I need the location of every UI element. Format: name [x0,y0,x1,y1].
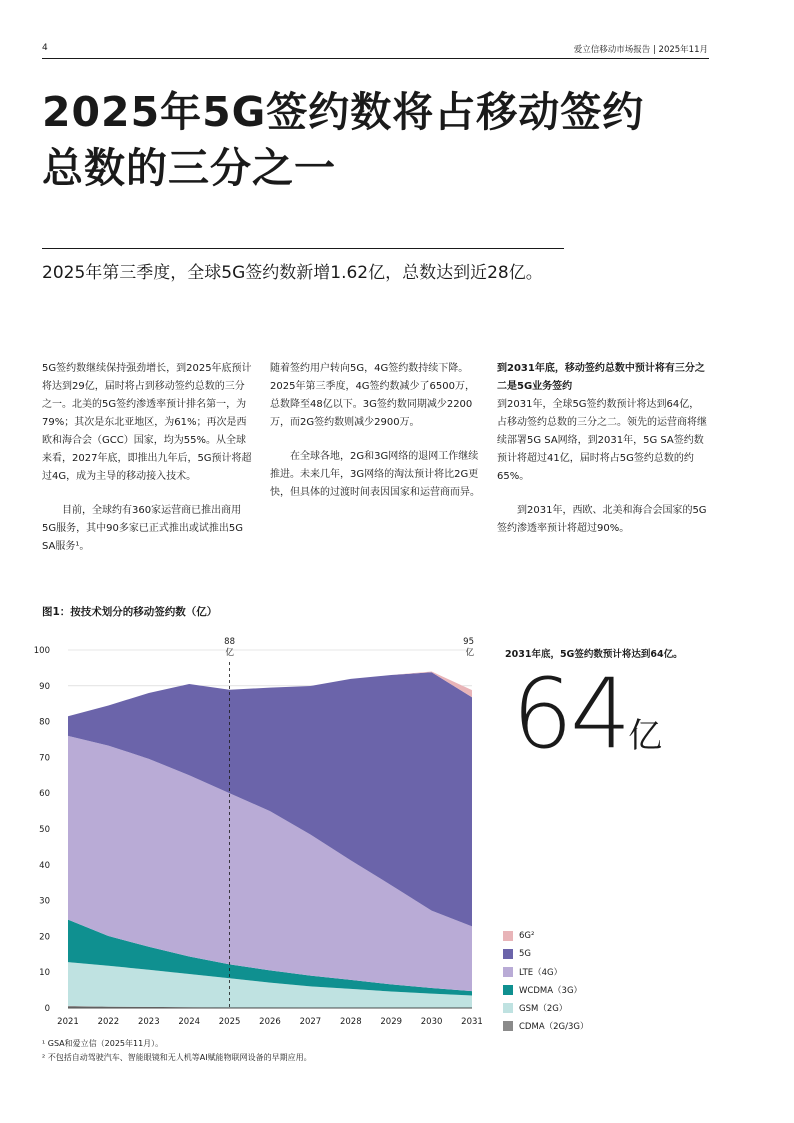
callout-text: 2031年底，5G签约数预计将达到64亿。 [505,649,683,660]
annotation-value: 88 [224,637,236,647]
col3-heading: 到2031年底，移动签约总数中预计将有三分之二是5G业务签约 [497,363,705,392]
y-tick-label: 0 [44,1004,50,1014]
col1-paragraph-2: 目前，全球约有360家运营商已推出商用5G服务，其中90多家已正式推出或试推出5G SA服务¹。 [42,505,243,552]
title-line-1: 2025年5G签约数将占移动签约 [42,88,645,136]
legend-swatch [503,949,513,959]
legend-item-cdma [503,1017,588,1035]
subtitle: 2025年第三季度，全球5G签约数新增1.62亿，总数达到近28亿。 [42,263,543,283]
header-rule [42,58,709,59]
column-3 [497,360,709,554]
stacked-area-chart [30,632,490,1032]
legend-label: WCDMA（3G） [519,986,583,996]
x-tick-label: 2021 [57,1017,79,1027]
y-tick-label: 20 [39,932,50,943]
y-tick-label: 10 [39,968,50,979]
legend-label: CDMA（2G/3G） [519,1022,589,1032]
page-title [42,84,722,196]
y-tick-label: 30 [39,896,50,907]
title-line-2: 总数的三分之一 [42,144,336,192]
x-tick-label: 2031 [461,1017,483,1027]
x-tick-label: 2024 [178,1017,201,1027]
x-tick-label: 2022 [97,1017,120,1027]
y-tick-label: 40 [39,860,50,871]
legend-item-gsm [503,999,588,1017]
y-tick-label: 100 [33,646,50,656]
y-tick-label: 80 [39,717,50,728]
legend-label: 6G² [519,931,535,941]
col1-paragraph-1: 5G签约数继续保持强劲增长，到2025年底预计将达到29亿，届时将占到移动签约总数的三分之一。北美的5G签约渗透率预计排名第一，为79%；其次是东北亚地区，为61%；再次是西欧和海合会（GCC）国家，均为55%。从全球来看，2027年底，即推出九年后，5G预计将超过4G，成为主导的移动接入技术。 [42,363,252,482]
legend-item-wcdma [503,981,588,999]
x-tick-label: 2026 [259,1017,281,1027]
annotation-value: 95 [463,637,474,647]
x-tick-label: 2027 [299,1017,322,1027]
footnote-2: ² 不包括自动驾驶汽车、智能眼镜和无人机等AI赋能物联网设备的早期应用。 [42,1053,312,1062]
column-2 [270,360,482,518]
y-tick-label: 50 [39,825,50,835]
callout-unit: 亿 [628,716,663,756]
legend-swatch [503,931,513,941]
footnote-1: ¹ GSA和爱立信（2025年11月）。 [42,1039,164,1048]
legend-label: 5G [519,949,531,959]
legend-swatch [503,985,513,995]
legend-swatch [503,1021,513,1031]
y-tick-label: 60 [39,789,50,800]
annotation-unit: 亿 [465,648,474,658]
col3-paragraph-2: 到2031年，西欧、北美和海合会国家的5G签约渗透率预计将超过90%。 [497,505,707,534]
x-tick-label: 2023 [137,1017,160,1027]
page-number: 4 [42,43,48,53]
x-tick-label: 2029 [380,1017,403,1027]
x-tick-label: 2025 [218,1017,241,1027]
subtitle-rule [42,248,564,249]
legend-item-5g [503,945,588,963]
callout-number [512,658,662,770]
col2-paragraph-1: 随着签约用户转向5G，4G签约数持续下降。2025年第三季度，4G签约数减少了6500万，总数降至48亿以下。3G签约数同期减少2200万，而2G签约数则减少2900万。 [270,363,476,428]
y-tick-label: 70 [39,753,50,764]
chart-svg [30,632,490,1032]
legend-label: GSM（2G） [519,1004,568,1014]
col3-paragraph-1: 到2031年，全球5G签约数预计将达到64亿，占移动签约总数的三分之二。领先的运营商将继续部署5G SA网络，到2031年，5G SA签约数预计将超过41亿，届时将占5G签约总数的约65%。 [497,399,707,482]
legend-swatch [503,967,513,977]
legend-swatch [503,1003,513,1013]
chart-legend [503,927,588,1035]
running-title: 爱立信移动市场报告 | 2025年11月 [573,45,708,55]
legend-label: LTE（4G） [519,968,563,978]
x-tick-label: 2028 [339,1017,362,1027]
y-tick-label: 90 [39,681,50,692]
legend-item-lte [503,963,588,981]
figure-title: 图1：按技术划分的移动签约数（亿） [42,606,218,618]
column-1 [42,360,254,572]
legend-item-6g [503,927,588,945]
callout-value: 64 [512,658,629,770]
x-tick-label: 2030 [420,1017,443,1027]
col2-paragraph-2: 在全球各地，2G和3G网络的退网工作继续推进。未来几年，3G网络的淘汰预计将比2G更快，但具体的过渡时间表因国家和运营商而异。 [270,451,480,498]
annotation-unit: 亿 [225,648,234,658]
